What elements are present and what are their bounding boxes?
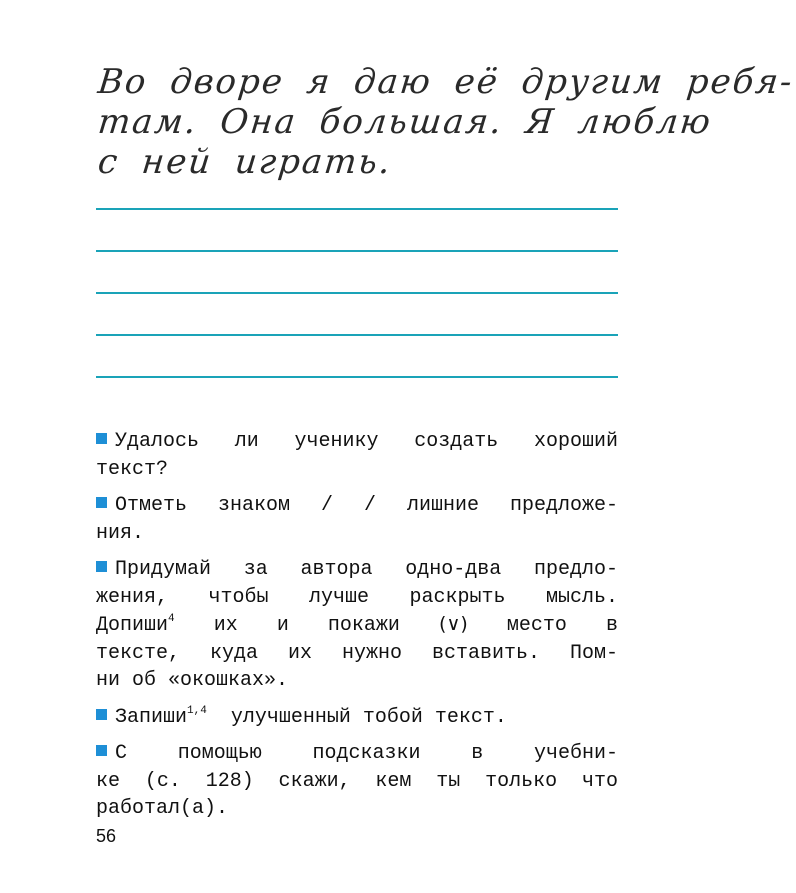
task-text: Запиши [115, 705, 188, 729]
footnote-mark: 4 [168, 613, 175, 625]
writing-line[interactable] [96, 292, 618, 294]
task-text: ния. [96, 521, 145, 545]
writing-line[interactable] [96, 250, 618, 252]
task-text: ни об «окошках». [96, 669, 289, 692]
task-text: С помощью подсказки в учебни- [115, 742, 618, 765]
bullet-icon [96, 709, 107, 720]
task-text: жения, чтобы лучше раскрыть мысль. [96, 585, 618, 609]
task-text: их и покажи [213, 614, 400, 637]
writing-line[interactable] [96, 376, 618, 378]
task-item [96, 556, 618, 695]
task-text: Допиши [96, 614, 169, 637]
task-text: работал(а). [96, 797, 229, 820]
writing-line[interactable] [96, 334, 618, 336]
bullet-icon [96, 745, 107, 756]
task-text: улучшенный тобой текст. [230, 705, 507, 729]
writing-lines[interactable] [96, 208, 618, 418]
writing-line[interactable] [96, 208, 618, 210]
task-list [96, 428, 618, 832]
task-item [96, 704, 618, 732]
handwritten-line: Во дворе я даю её другим ребя- [96, 62, 796, 102]
bullet-icon [96, 497, 107, 508]
task-text: место в [506, 614, 618, 637]
page-number: 56 [96, 826, 117, 846]
task-text: Отметь знаком / / лишние предложе- [115, 494, 618, 517]
task-text: Удалось ли ученику создать хороший [115, 430, 618, 453]
handwritten-text [96, 62, 796, 182]
task-text: ке (с. 128) скажи, кем ты только что [96, 769, 618, 793]
task-item [96, 492, 618, 547]
task-item [96, 428, 618, 483]
bullet-icon [96, 433, 107, 444]
insert-mark-icon: (∨) [439, 613, 468, 635]
handwritten-line: там. Она большая. Я люблю [96, 102, 715, 142]
bullet-icon [96, 561, 107, 572]
task-text: Придумай за автора одно-два предло- [115, 558, 618, 581]
footnote-mark: 1,4 [187, 704, 207, 717]
task-text: тексте, куда их нужно вставить. Пом- [96, 641, 618, 665]
handwritten-line: с ней играть. [96, 142, 394, 182]
task-item [96, 740, 618, 823]
task-text: текст? [96, 457, 169, 481]
